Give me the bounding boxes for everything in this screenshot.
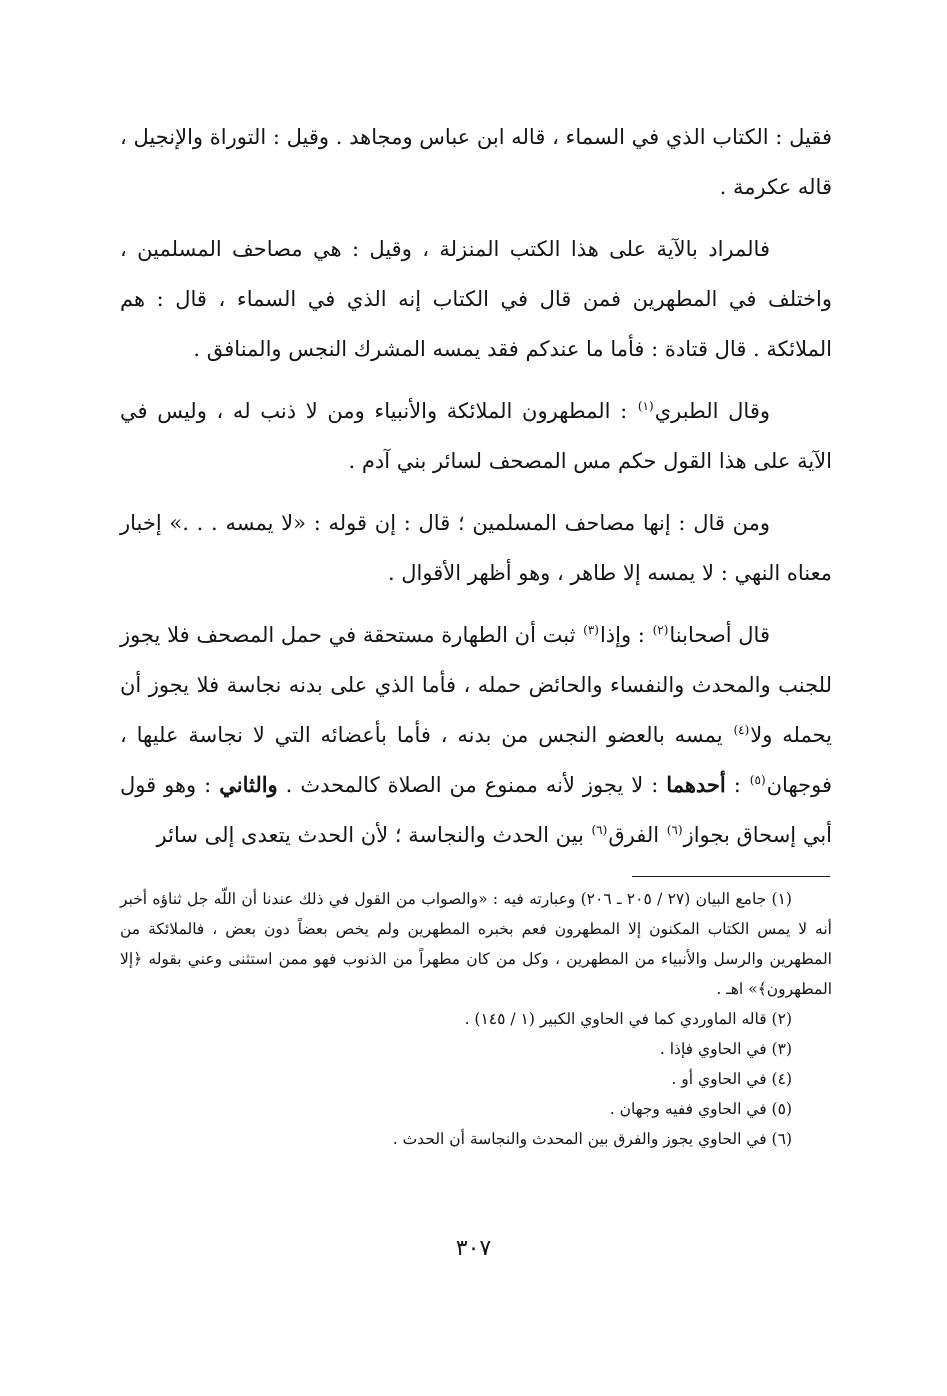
paragraph-5-text-h: الفرق bbox=[608, 823, 666, 847]
paragraph-5-text-b: : وإذا bbox=[599, 623, 652, 647]
footnote-marker-4: (٤) bbox=[733, 723, 750, 737]
paragraph-4-text: ومن قال : إنها مصاحف المسلمين ؛ قال : إن قوله : «لا يمسه . . .» إخبار معناه النهي : لا يمسه إلا طاهر ، وهو أظهر الأقوال . bbox=[120, 511, 832, 585]
paragraph-5 bbox=[120, 610, 832, 860]
paragraph-4 bbox=[120, 498, 832, 598]
paragraph-1 bbox=[120, 112, 832, 212]
paragraph-1-text: فقيل : الكتاب الذي في السماء ، قاله ابن عباس ومجاهد . وقيل : التوراة والإنجيل ، قاله عكرمة . bbox=[120, 125, 832, 199]
footnote-1: (١) جامع البيان (٢٧ / ٢٠٥ ـ ٢٠٦) وعبارته فيه : «والصواب من القول في ذلك عندنا أن اللّه جل ثناؤه أخبر أنه لا يمس الكتاب المكنون إلا المطهرون فعم بخبره المطهرين ولم يخص بعضاً دون بعض ، فالملائكة من المطهرين والرسل والأنبياء من المطهرين ، وكل من كان مطهراً من الذنوب فهو ممن استثنى وعني بقوله ﴿إلا المطهرون﴾» اهـ . bbox=[120, 890, 832, 998]
footnote-6: (٦) في الحاوي يجوز والفرق بين المحدث والنجاسة أن الحدث . bbox=[392, 1130, 792, 1148]
page-number: ٣٠٧ bbox=[455, 1236, 492, 1261]
footnote-2: (٢) قاله الماوردي كما في الحاوي الكبير (١ / ١٤٥) . bbox=[464, 1010, 792, 1028]
paragraph-2 bbox=[120, 224, 832, 374]
footnote-4: (٤) في الحاوي أو . bbox=[671, 1070, 792, 1088]
footnote-marker-6b: (٦) bbox=[591, 823, 608, 837]
main-text bbox=[120, 112, 832, 872]
term-first-opinion: أحدهما bbox=[666, 772, 726, 797]
footnote-marker-5: (٥) bbox=[749, 773, 766, 787]
footnote-marker-6a: (٦) bbox=[666, 823, 683, 837]
paragraph-2-text: فالمراد بالآية على هذا الكتب المنزلة ، وقيل : هي مصاحف المسلمين ، واختلف في المطهرين فمن قال في الكتاب إنه الذي في السماء ، قال : هم الملائكة . قال قتادة : فأما ما عندكم فقد يمسه المشرك النجس والمنافق . bbox=[120, 237, 832, 361]
footnote-separator bbox=[632, 876, 830, 877]
paragraph-5-text-i: بين الحدث والنجاسة ؛ لأن الحدث يتعدى إلى سائر bbox=[156, 823, 591, 847]
paragraph-3-text-b: : المطهرون الملائكة والأنبياء ومن لا ذنب له ، وليس في الآية على هذا القول حكم مس المصحف لسائر بني آدم . bbox=[120, 399, 832, 473]
footnote-marker-3: (٣) bbox=[583, 623, 599, 637]
paragraph-5-text-d: يمسه بالعضو النجس من بدنه ، فأما بأعضائه التي لا نجاسة عليها ، فوجهان bbox=[120, 723, 832, 797]
footnote-marker-2: (٢) bbox=[652, 623, 669, 637]
footnotes bbox=[120, 884, 832, 1154]
footnote-marker-1: (١) bbox=[637, 399, 654, 413]
paragraph-5-text-a: قال أصحابنا bbox=[669, 623, 770, 647]
paragraph-3 bbox=[120, 386, 832, 486]
paragraph-5-text-f: : لا يجوز لأنه ممنوع من الصلاة كالمحدث . bbox=[277, 773, 667, 797]
paragraph-5-text-g: : وهو قول أبي إسحاق بجواز bbox=[120, 773, 832, 847]
paragraph-5-text-c: ثبت أن الطهارة مستحقة في حمل المصحف فلا يجوز للجنب والمحدث والنفساء والحائض حمله ، فأما الذي على بدنه نجاسة فلا يجوز أن يحمله ولا bbox=[120, 623, 832, 747]
footnote-5: (٥) في الحاوي ففيه وجهان . bbox=[609, 1100, 792, 1118]
term-second-opinion: والثاني bbox=[219, 772, 278, 797]
paragraph-3-text-a: وقال الطبري bbox=[654, 399, 770, 423]
paragraph-5-text-e: : bbox=[725, 773, 749, 797]
footnote-3: (٣) في الحاوي فإذا . bbox=[659, 1040, 792, 1058]
